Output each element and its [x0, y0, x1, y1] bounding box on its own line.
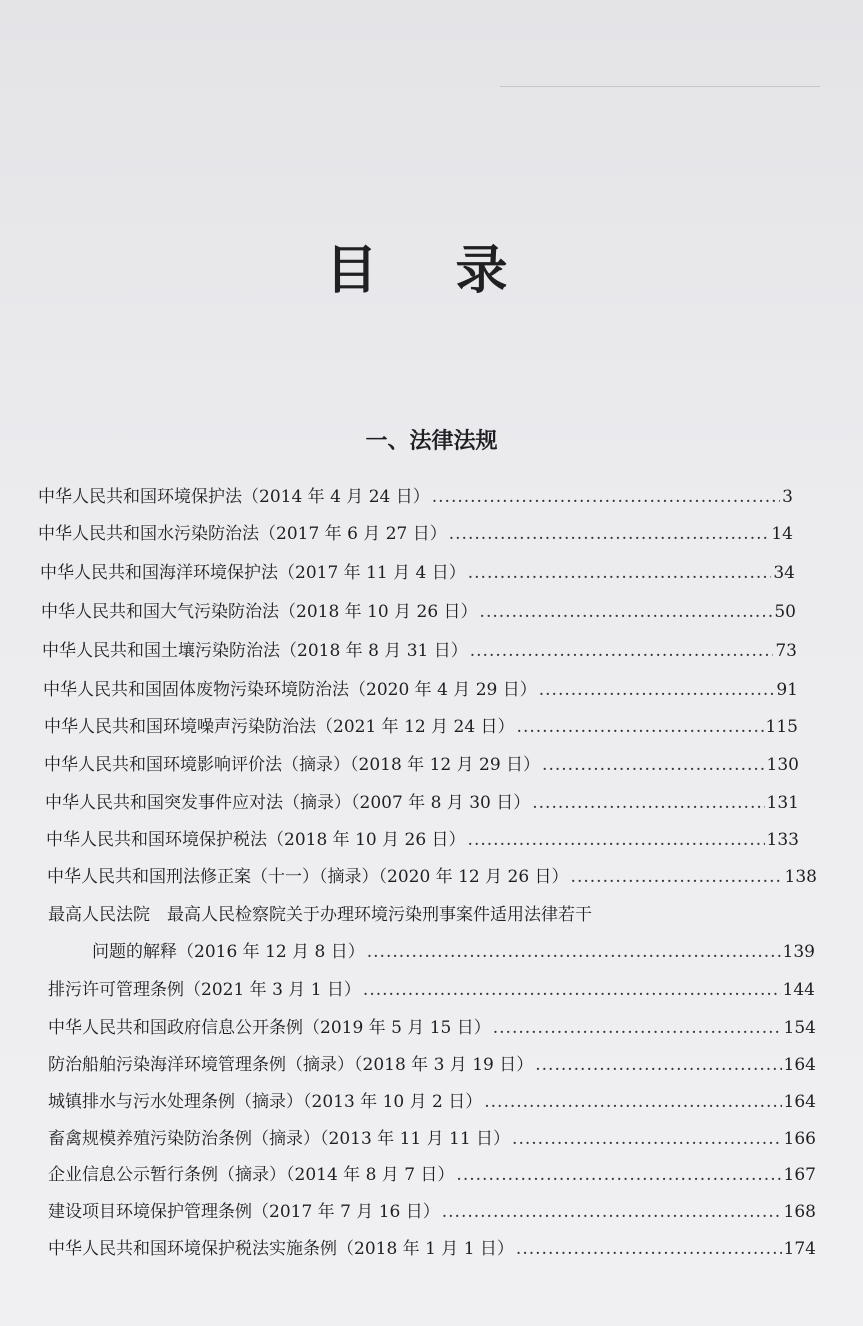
toc-entry-title: 中华人民共和国大气污染防治法（2018 年 10 月 26 日） — [41, 602, 478, 622]
toc-entry[interactable] — [48, 1087, 816, 1112]
leader-dots — [539, 680, 775, 700]
toc-entry-page: 3 — [782, 487, 793, 507]
toc-entry[interactable] — [44, 750, 799, 775]
toc-entry-page: 133 — [766, 830, 799, 850]
toc-entry-page: 164 — [783, 1092, 816, 1112]
toc-entry-title: 中华人民共和国环境保护税法（2018 年 10 月 26 日） — [46, 830, 466, 850]
toc-entry-page: 154 — [783, 1018, 816, 1038]
toc-entry-page: 139 — [782, 942, 815, 962]
toc-entry-page: 144 — [782, 980, 815, 1000]
toc-title: 目 录 — [325, 240, 538, 301]
toc-entry-page: 14 — [771, 524, 793, 544]
leader-dots — [517, 717, 764, 737]
leader-dots — [468, 563, 772, 583]
toc-entry-title: 防治船舶污染海洋环境管理条例（摘录）（2018 年 3 月 19 日） — [48, 1055, 534, 1075]
toc-entry-title: 建设项目环境保护管理条例（2017 年 7 月 16 日） — [48, 1202, 440, 1222]
toc-entry-page: 34 — [773, 563, 795, 583]
leader-dots — [512, 1129, 782, 1149]
toc-entry[interactable] — [45, 788, 799, 813]
toc-entry-page: 138 — [784, 867, 817, 887]
toc-entry[interactable] — [48, 1013, 816, 1038]
toc-entry-page: 50 — [774, 602, 796, 622]
toc-entry[interactable] — [41, 597, 796, 622]
toc-entry-page: 166 — [783, 1129, 816, 1149]
toc-entry-title: 排污许可管理条例（2021 年 3 月 1 日） — [48, 980, 361, 1000]
toc-entry[interactable] — [48, 1197, 816, 1222]
toc-entry-title: 中华人民共和国固体废物污染环境防治法（2020 年 4 月 29 日） — [43, 680, 537, 700]
section-heading: 一、法律法规 — [365, 428, 498, 454]
toc-entry-page: 73 — [775, 641, 797, 661]
leader-dots — [493, 1018, 782, 1038]
toc-entry[interactable] — [48, 1050, 816, 1075]
leader-dots — [363, 980, 781, 1000]
leader-dots — [480, 602, 773, 622]
toc-entry-title-line1: 最高人民法院 最高人民检察院关于办理环境污染刑事案件适用法律若干 — [48, 905, 592, 925]
leader-dots — [367, 942, 781, 962]
toc-entry[interactable] — [92, 937, 815, 962]
toc-entry-title: 中华人民共和国水污染防治法（2017 年 6 月 27 日） — [38, 524, 447, 544]
toc-entry-title: 畜禽规模养殖污染防治条例（摘录）（2013 年 11 月 11 日） — [48, 1129, 511, 1149]
leader-dots — [456, 1165, 781, 1185]
toc-entry-page: 164 — [783, 1055, 816, 1075]
toc-entry-page: 91 — [776, 680, 798, 700]
toc-entry-page: 174 — [783, 1239, 816, 1259]
toc-entry-title: 中华人民共和国政府信息公开条例（2019 年 5 月 15 日） — [48, 1018, 491, 1038]
toc-entry-title: 问题的解释（2016 年 12 月 8 日） — [92, 942, 365, 962]
toc-entry-page: 167 — [783, 1165, 816, 1185]
toc-entry-title: 中华人民共和国环境保护税法实施条例（2018 年 1 月 1 日） — [48, 1239, 514, 1259]
leader-dots — [449, 524, 770, 544]
leader-dots — [470, 641, 774, 661]
leader-dots — [532, 793, 764, 813]
toc-entry-title: 中华人民共和国土壤污染防治法（2018 年 8 月 31 日） — [42, 641, 468, 661]
toc-entry-page: 131 — [766, 793, 799, 813]
header-rule — [500, 86, 820, 87]
toc-entry-page: 130 — [766, 755, 799, 775]
leader-dots — [542, 755, 765, 775]
toc-entry[interactable] — [46, 825, 799, 850]
leader-dots — [484, 1092, 781, 1112]
toc-entry[interactable] — [44, 712, 798, 737]
leader-dots — [442, 1202, 782, 1222]
toc-entry-title: 城镇排水与污水处理条例（摘录）（2013 年 10 月 2 日） — [48, 1092, 483, 1112]
toc-entry-title: 中华人民共和国环境影响评价法（摘录）（2018 年 12 月 29 日） — [44, 755, 541, 775]
toc-entry-title: 中华人民共和国刑法修正案（十一）（摘录）（2020 年 12 月 26 日） — [47, 867, 569, 887]
leader-dots — [468, 830, 765, 850]
toc-entry-title: 中华人民共和国环境噪声污染防治法（2021 年 12 月 24 日） — [44, 717, 515, 737]
leader-dots — [432, 487, 780, 507]
toc-entry-title: 企业信息公示暂行条例（摘录）（2014 年 8 月 7 日） — [48, 1165, 455, 1185]
toc-entry-title: 中华人民共和国突发事件应对法（摘录）（2007 年 8 月 30 日） — [45, 793, 531, 813]
toc-entry[interactable] — [48, 1124, 816, 1149]
toc-entry[interactable] — [47, 862, 817, 887]
toc-entry-title: 中华人民共和国海洋环境保护法（2017 年 11 月 4 日） — [40, 563, 466, 583]
toc-entry-page: 168 — [783, 1202, 816, 1222]
toc-entry[interactable] — [38, 519, 793, 544]
leader-dots — [571, 867, 783, 887]
toc-entry[interactable] — [43, 675, 798, 700]
leader-dots — [535, 1055, 781, 1075]
toc-entry-page: 115 — [765, 717, 798, 737]
toc-entry[interactable] — [40, 558, 795, 583]
toc-entry[interactable] — [48, 1160, 816, 1185]
toc-entry[interactable] — [48, 1234, 816, 1259]
toc-entry-title: 中华人民共和国环境保护法（2014 年 4 月 24 日） — [38, 487, 430, 507]
toc-entry[interactable] — [42, 636, 797, 661]
toc-entry[interactable] — [38, 482, 793, 507]
leader-dots — [516, 1239, 782, 1259]
toc-entry[interactable] — [48, 975, 815, 1000]
